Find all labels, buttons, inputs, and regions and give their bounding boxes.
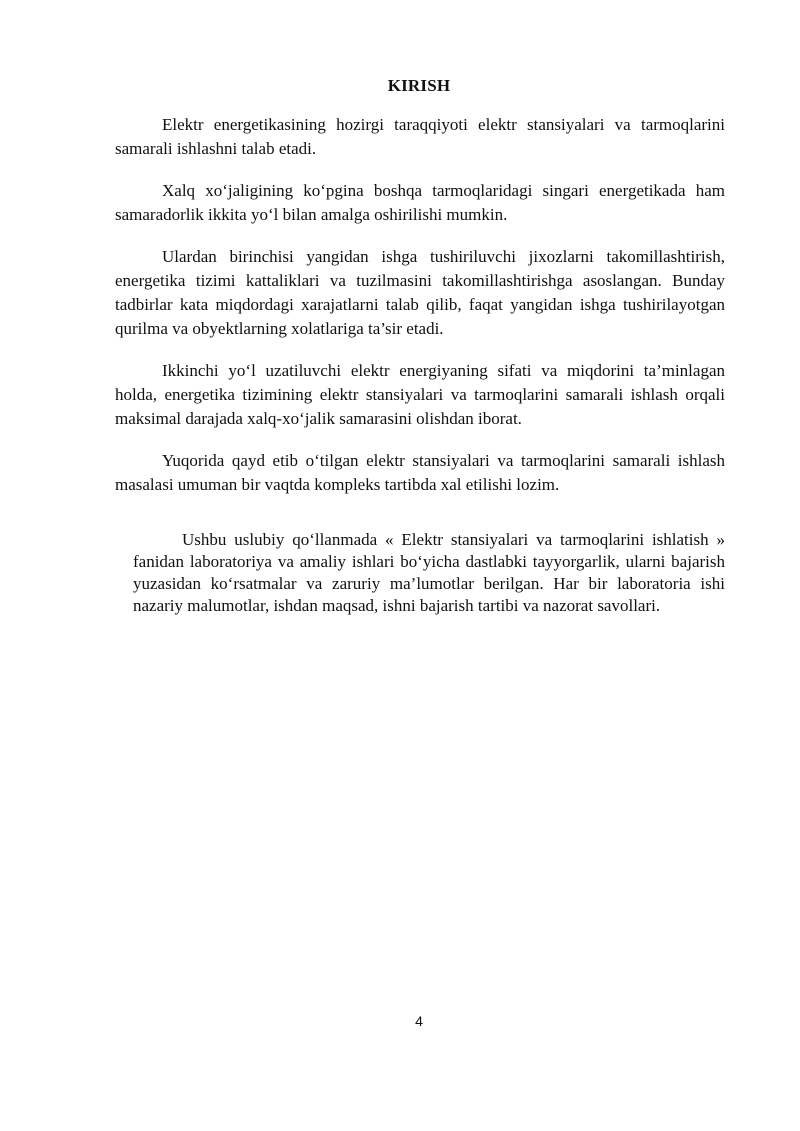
page-number: 4 <box>415 1013 423 1029</box>
paragraph-6-indented: Ushbu uslubiy qo‘llanmada « Elektr stansiyalari va tarmoqlarini ishlatish » fanidan laboratoriya va amaliy ishlari bo‘yicha dastlabki tayyorgarlik, ularni bajarish yuzasidan ko‘rsatmalar va zaruriy ma’lumotlar berilgan. Har bir laboratoria ishi nazariy malumotlar, ishdan maqsad, ishni bajarish tartibi va nazorat savollari. <box>133 530 725 615</box>
paragraph-3: Ulardan birinchisi yangidan ishga tushiriluvchi jixozlarni takomillashtirish, energetika tizimi kattaliklari va tuzilmasini takomillashtirishga asoslangan. Bunday tadbirlar kata miqdordagi xarajatlarni talab qilib, faqat yangidan ishga tushirilayotgan qurilma va obyektlarning xolatlariga ta’sir etadi. <box>115 247 725 338</box>
paragraph-5: Yuqorida qayd etib o‘tilgan elektr stansiyalari va tarmoqlarini samarali ishlash masalasi umuman bir vaqtda kompleks tartibda xal etilishi lozim. <box>115 451 725 494</box>
body-text <box>115 113 725 497</box>
page-title: KIRISH <box>387 76 451 95</box>
paragraph-2: Xalq xo‘jaligining ko‘pgina boshqa tarmoqlaridagi singari energetikada ham samaradorlik ikkita yo‘l bilan amalga oshirilishi mumkin. <box>115 181 725 224</box>
paragraph-4: Ikkinchi yo‘l uzatiluvchi elektr energiyaning sifati va miqdorini ta’minlagan holda, energetika tizimining elektr stansiyalari va tarmoqlarini samarali ishlash orqali maksimal darajada xalq-xo‘jalik samarasini olishdan iborat. <box>115 361 725 428</box>
paragraph-1: Elektr energetikasining hozirgi taraqqiyoti elektr stansiyalari va tarmoqlarini samarali ishlashni talab etadi. <box>115 115 725 158</box>
